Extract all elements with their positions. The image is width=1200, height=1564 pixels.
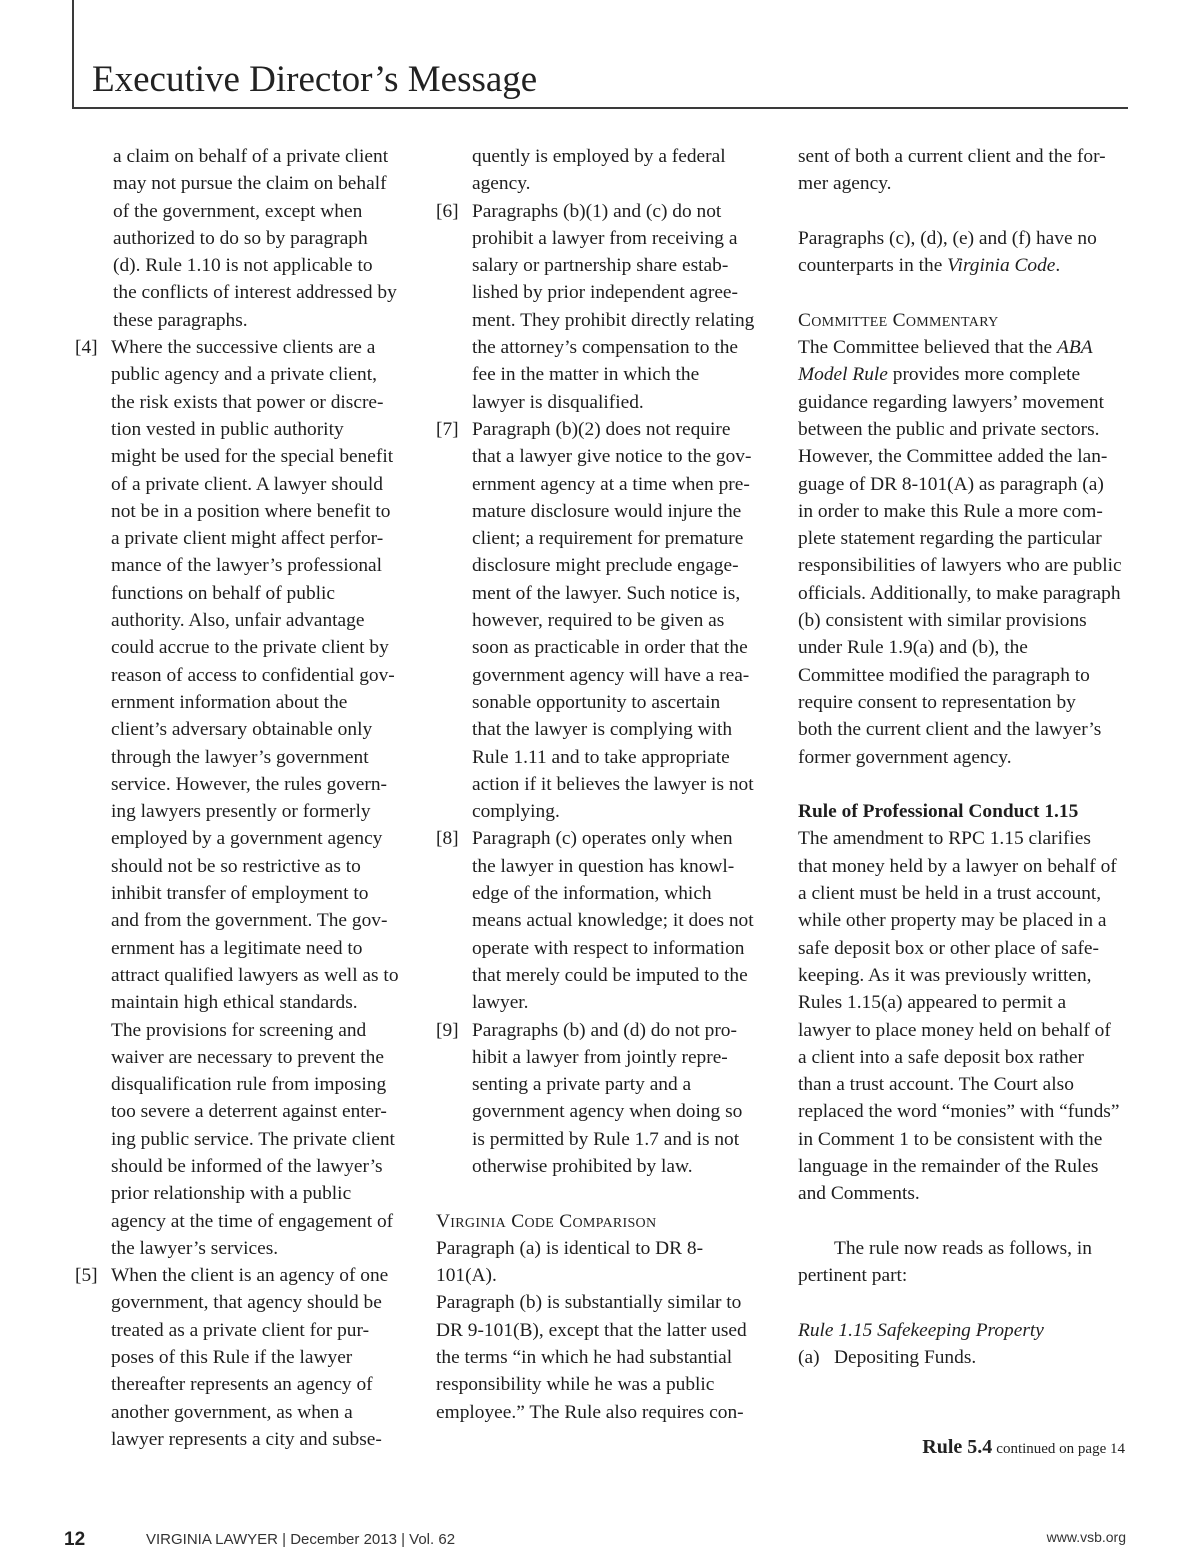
text-line: 101(A). [436, 1265, 497, 1287]
section-heading: Virginia Code Comparison [436, 1210, 657, 1232]
text-line: Paragraph (b)(2) does not require [472, 418, 731, 440]
text-line: agency. [472, 173, 531, 195]
text-line: prohibit a lawyer from receiving a [472, 227, 738, 249]
text-line: however, required to be given as [472, 610, 725, 632]
text-line: government agency will have a rea- [472, 664, 750, 686]
text-line: inhibit transfer of employment to [111, 883, 369, 905]
text-line: in order to make this Rule a more com- [798, 500, 1103, 522]
text-line: client; a requirement for premature [472, 528, 744, 550]
text-line: plete statement regarding the particular [798, 528, 1102, 550]
comment-item-4 [75, 334, 410, 1262]
text-line: and from the government. The gov- [111, 910, 388, 932]
text-line: too severe a deterrent against enter- [111, 1101, 387, 1123]
text-line: ernment agency at a time when pre- [472, 473, 750, 495]
text-line: edge of the information, which [472, 883, 712, 905]
text-line: service. However, the rules govern- [111, 773, 387, 795]
text-line: However, the Committee added the lan- [798, 446, 1108, 468]
text-line: the attorney’s compensation to the [472, 337, 739, 359]
text-line: DR 9-101(B), except that the latter used [436, 1319, 747, 1341]
text-line: Rule 1.11 and to take appropriate [472, 746, 730, 768]
col1-continuation [75, 143, 410, 334]
comment-item-5 [75, 1262, 410, 1453]
text-line: client’s adversary obtainable only [111, 719, 373, 741]
text-line: authority. Also, unfair advantage [111, 610, 365, 632]
item-label: [9] [436, 1019, 459, 1041]
text-line: ing public service. The private client [111, 1128, 395, 1150]
text-line: public agency and a private client, [111, 364, 377, 386]
text-line: senting a private party and a [472, 1074, 692, 1096]
comment-item-8 [436, 825, 776, 1016]
item-label: [4] [75, 337, 98, 359]
text-line: thereafter represents an agency of [111, 1374, 373, 1396]
header-horizontal-rule [72, 107, 1128, 109]
continued-notice [922, 1436, 1125, 1459]
continued-rule: Rule 5.4 [922, 1436, 993, 1458]
text-line: ernment has a legitimate need to [111, 937, 363, 959]
text-line: a client into a safe deposit box rather [798, 1046, 1084, 1068]
text-line: Paragraph (b) is substantially similar to [436, 1292, 742, 1314]
text-line: guidance regarding lawyers’ movement [798, 391, 1104, 413]
text-line: lawyer represents a city and subse- [111, 1428, 382, 1450]
column-3 [798, 143, 1130, 1371]
text-line: the lawyer in question has knowl- [472, 855, 735, 877]
counterparts-paragraph [798, 225, 1130, 280]
column-1 [75, 143, 410, 1453]
section-heading: Rule of Professional Conduct 1.15 [798, 801, 1079, 823]
text-line: pertinent part: [798, 1265, 908, 1287]
spacer [798, 1289, 1130, 1316]
item-label: [8] [436, 828, 459, 850]
text-line: keeping. As it was previously written, [798, 964, 1092, 986]
text-line: otherwise prohibited by law. [472, 1155, 693, 1177]
text-line: tion vested in public authority [111, 418, 344, 440]
text-line: hibit a lawyer from jointly repre- [472, 1046, 728, 1068]
comment-item-7 [436, 416, 776, 825]
text-line: (b) consistent with similar provisions [798, 610, 1087, 632]
text-line: sent of both a current client and the for- [798, 146, 1106, 167]
text-line: ernment information about the [111, 691, 348, 713]
text-line: Rules 1.15(a) appeared to permit a [798, 992, 1067, 1014]
text-line: The rule now reads as follows, in [834, 1237, 1092, 1259]
text-line: should not be so restrictive as to [111, 855, 361, 877]
text-line: authorized to do so by paragraph [113, 227, 368, 249]
text-line: in Comment 1 to be consistent with the [798, 1128, 1103, 1150]
text-line: may not pursue the claim on behalf [113, 173, 387, 195]
text-line: officials. Additionally, to make paragraph [798, 582, 1121, 604]
text-fragment: The Committee believed that the [798, 337, 1057, 359]
text-line: that the lawyer is complying with [472, 719, 733, 741]
text-line: lawyer is disqualified. [472, 391, 644, 413]
page-title: Executive Director’s Message [92, 59, 538, 100]
item-label: [7] [436, 418, 459, 440]
text-line: prior relationship with a public [111, 1183, 352, 1205]
text-line: the lawyer’s services. [111, 1237, 279, 1259]
text-line: that a lawyer give notice to the gov- [472, 446, 752, 468]
text-line: lawyer to place money held on behalf of [798, 1019, 1111, 1041]
text-line: (d). Rule 1.10 is not applicable to [113, 255, 373, 277]
spacer [436, 1180, 776, 1207]
text-line: soon as practicable in order that the [472, 637, 748, 659]
text-line: the conflicts of interest addressed by [113, 282, 397, 304]
text-line: of a private client. A lawyer should [111, 473, 383, 495]
text-line: mance of the lawyer’s professional [111, 555, 383, 577]
text-line: mer agency. [798, 173, 892, 195]
text-line: require consent to representation by [798, 691, 1076, 713]
italic-text: Virginia Code [947, 255, 1056, 277]
italic-text: ABA [1057, 337, 1093, 359]
committee-commentary [798, 307, 1130, 771]
item-label: (a) [798, 1347, 820, 1369]
text-line: employed by a government agency [111, 828, 383, 850]
text-line: could accrue to the private client by [111, 637, 389, 659]
text-line: Paragraph (a) is identical to DR 8- [436, 1237, 704, 1259]
text-line: through the lawyer’s government [111, 746, 369, 768]
text-fragment: provides more complete [887, 364, 1081, 386]
text-line: these paragraphs. [113, 309, 248, 331]
rule-1-15-excerpt [798, 1317, 1130, 1372]
text-line: and Comments. [798, 1183, 920, 1205]
text-line: maintain high ethical standards. [111, 992, 358, 1014]
text-line: disqualification rule from imposing [111, 1074, 387, 1096]
text-line: should be informed of the lawyer’s [111, 1155, 383, 1177]
spacer [798, 771, 1130, 798]
text-line: government, that agency should be [111, 1292, 382, 1314]
text-line: sonable opportunity to ascertain [472, 691, 721, 713]
text-line: another government, as when a [111, 1401, 353, 1423]
text-line: the terms “in which he had substantial [436, 1347, 733, 1369]
italic-text: Model Rule [798, 364, 888, 386]
column-2 [436, 143, 776, 1426]
text-fragment: . [1055, 255, 1061, 277]
text-line: means actual knowledge; it does not [472, 910, 754, 932]
text-line: is permitted by Rule 1.7 and is not [472, 1128, 740, 1150]
text-line: Paragraphs (c), (d), (e) and (f) have no [798, 227, 1097, 249]
section-heading: Committee Commentary [798, 309, 999, 331]
text-line: mature disclosure would injure the [472, 500, 742, 522]
text-line: operate with respect to information [472, 937, 745, 959]
item-label: [6] [436, 200, 459, 222]
text-line: ment of the lawyer. Such notice is, [472, 582, 741, 604]
text-line: disclosure might preclude engage- [472, 555, 739, 577]
col3-continuation [798, 143, 1130, 198]
text-line: Depositing Funds. [834, 1347, 977, 1369]
text-line: responsibility while he was a public [436, 1374, 715, 1396]
text-line: a client must be held in a trust account, [798, 883, 1102, 905]
spacer [798, 1208, 1130, 1235]
text-line: lished by prior independent agree- [472, 282, 738, 304]
text-line: language in the remainder of the Rules [798, 1155, 1099, 1177]
text-line: fee in the matter in which the [472, 364, 700, 386]
text-line: salary or partnership share estab- [472, 255, 729, 277]
text-line: ing lawyers presently or formerly [111, 801, 371, 823]
text-line: than a trust account. The Court also [798, 1074, 1074, 1096]
text-line: safe deposit box or other place of safe- [798, 937, 1099, 959]
text-line: action if it believes the lawyer is not [472, 773, 754, 795]
text-line: agency at the time of engagement of [111, 1210, 394, 1232]
text-line: Committee modified the paragraph to [798, 664, 1090, 686]
text-line: a claim on behalf of a private client [113, 146, 389, 167]
text-line: quently is employed by a federal [472, 146, 726, 167]
spacer [798, 198, 1130, 225]
text-line: The provisions for screening and [111, 1019, 367, 1041]
text-line: Paragraph (c) operates only when [472, 828, 733, 850]
text-line: Paragraphs (b) and (d) do not pro- [472, 1019, 737, 1041]
text-line: government agency when doing so [472, 1101, 743, 1123]
text-line: functions on behalf of public [111, 582, 336, 604]
comment-item-6 [436, 198, 776, 416]
text-line: reason of access to confidential gov- [111, 664, 395, 686]
item-label: [5] [75, 1265, 98, 1287]
spacer [798, 279, 1130, 306]
text-line: guage of DR 8-101(A) as paragraph (a) [798, 473, 1104, 495]
text-line: both the current client and the lawyer’s [798, 719, 1102, 741]
rule-now-reads [798, 1235, 1130, 1290]
comment-item-9 [436, 1017, 776, 1181]
text-line: the risk exists that power or discre- [111, 391, 384, 413]
text-line: might be used for the special benefit [111, 446, 394, 468]
text-line: employee.” The Rule also requires con- [436, 1401, 744, 1423]
text-line: a private client might affect perfor- [111, 528, 384, 550]
text-line: while other property may be placed in a [798, 910, 1107, 932]
text-line: When the client is an agency of one [111, 1265, 389, 1287]
text-line: that merely could be imputed to the [472, 964, 748, 986]
header-vertical-rule [72, 0, 74, 108]
text-line: treated as a private client for pur- [111, 1319, 370, 1341]
text-line: under Rule 1.9(a) and (b), the [798, 637, 1028, 659]
text-line: ment. They prohibit directly relating [472, 309, 755, 331]
text-line: lawyer. [472, 992, 529, 1014]
text-line: of the government, except when [113, 200, 363, 222]
text-line: Where the successive clients are a [111, 337, 376, 359]
text-line: waiver are necessary to prevent the [111, 1046, 384, 1068]
text-line: replaced the word “monies” with “funds” [798, 1101, 1120, 1123]
magazine-info: VIRGINIA LAWYER | December 2013 | Vol. 62 [146, 1531, 456, 1548]
text-line: not be in a position where benefit to [111, 500, 391, 522]
text-line: The amendment to RPC 1.15 clarifies [798, 828, 1091, 850]
virginia-code-comparison [436, 1208, 776, 1426]
website-url: www.vsb.org [1046, 1529, 1126, 1545]
text-line: complying. [472, 801, 560, 823]
rpc-1-15-section [798, 798, 1130, 1207]
text-line: attract qualified lawyers as well as to [111, 964, 399, 986]
text-line: that money held by a lawyer on behalf of [798, 855, 1117, 877]
text-fragment: counterparts in the [798, 255, 948, 277]
text-line: Paragraphs (b)(1) and (c) do not [472, 200, 722, 222]
text-line: responsibilities of lawyers who are public [798, 555, 1122, 577]
text-line: former government agency. [798, 746, 1012, 768]
page-number: 12 [64, 1529, 86, 1550]
col2-continuation [436, 143, 776, 198]
text-line: between the public and private sectors. [798, 418, 1100, 440]
rule-title: Rule 1.15 Safekeeping Property [798, 1319, 1044, 1341]
continued-text: continued on page 14 [996, 1441, 1125, 1457]
text-line: poses of this Rule if the lawyer [111, 1347, 353, 1369]
